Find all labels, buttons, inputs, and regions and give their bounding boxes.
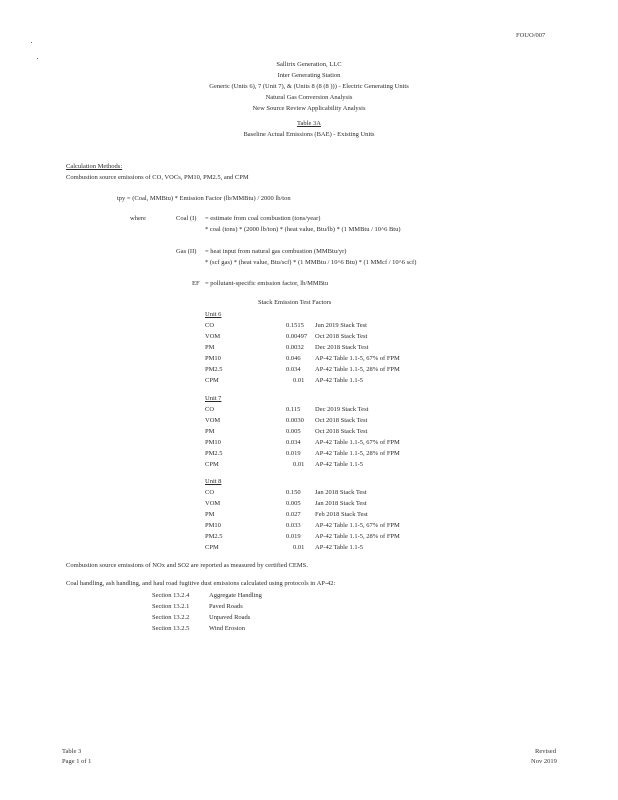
unit-7-pollutant: VOM: [205, 417, 221, 424]
ef-definition: = pollutant-specific emission factor, lb/MMBtu: [205, 280, 329, 287]
unit-6-source: AP-42 Table 1.1-5: [315, 377, 363, 384]
unit-6-ef: 0.034: [286, 366, 301, 373]
unit-8-ef: 0.005: [286, 500, 301, 507]
unit-6-source: AP-42 Table 1.1-5, 67% of FPM: [315, 355, 400, 362]
unit-8-ef: 0.019: [286, 533, 301, 540]
unit-6-ef: 0.1515: [286, 322, 304, 329]
unit-8-source: AP-42 Table 1.1-5, 67% of FPM: [315, 522, 400, 529]
coal-definition-1: = estimate from coal combustion (tons/year): [205, 215, 321, 222]
unit-7-pollutant: CPM: [205, 461, 219, 468]
nox-so2-note: Combustion source emissions of NOx and SO2 are reported as measured by certified CEMS.: [66, 562, 308, 569]
unit-6-pollutant: PM2.5: [205, 366, 223, 373]
unit-8-pollutant: VOM: [205, 500, 221, 507]
unit-8-source: AP-42 Table 1.1-5, 28% of FPM: [315, 533, 400, 540]
where-label: where: [130, 215, 146, 222]
unit-7-ef: 0.034: [286, 439, 301, 446]
unit-7-source: AP-42 Table 1.1-5: [315, 461, 363, 468]
ap42-section: Section 13.2.1: [152, 603, 190, 610]
unit-6-heading: Unit 6: [205, 311, 222, 318]
unit-7-pollutant: CO: [205, 406, 215, 413]
unit-7-heading: Unit 7: [205, 395, 222, 402]
unit-6-ef: 0.046: [286, 355, 301, 362]
unit-6-ef: 0.00497: [286, 333, 308, 340]
unit-8-ef: 0.150: [286, 489, 301, 496]
unit-6-source: Jun 2019 Stack Test: [315, 322, 367, 329]
unit-7-ef: 0.01: [293, 461, 305, 468]
unit-7-source: Dec 2019 Stack Test: [315, 406, 369, 413]
unit-8-pollutant: PM: [205, 511, 215, 518]
gas-definition-1: = heat input from natural gas combustion (MMBtu/yr): [205, 248, 347, 255]
calc-heading: Calculation Methods:: [66, 163, 123, 170]
unit-6-source: Oct 2018 Stack Test: [315, 333, 368, 340]
unit-7-pollutant: PM10: [205, 439, 221, 446]
footer-page: Page 1 of 1: [62, 758, 92, 765]
unit-8-pollutant: CO: [205, 489, 215, 496]
unit-7-source: AP-42 Table 1.1-5, 28% of FPM: [315, 450, 400, 457]
footer-revised: Revised: [535, 748, 556, 755]
title-line-4: Natural Gas Conversion Analysis: [265, 94, 353, 101]
unit-8-source: Feb 2018 Stack Test: [315, 511, 368, 518]
unit-6-source: Dec 2018 Stack Test: [315, 344, 369, 351]
factors-heading: Stack Emission Test Factors: [258, 299, 332, 306]
unit-7-ef: 0.005: [286, 428, 301, 435]
unit-7-ef: 0.115: [286, 406, 301, 413]
unit-6-ef: 0.01: [293, 377, 305, 384]
main-equation: tpy = (Coal, MMBtu) * Emission Factor (lb/MMBtu) / 2000 lb/ton: [117, 195, 291, 202]
ap42-section-name: Paved Roads: [209, 603, 243, 610]
unit-8-ef: 0.027: [286, 511, 301, 518]
scan-speck: [31, 42, 32, 43]
unit-8-heading: Unit 8: [205, 478, 222, 485]
unit-8-pollutant: PM2.5: [205, 533, 223, 540]
ap42-section-name: Unpaved Roads: [209, 614, 251, 621]
unit-7-source: AP-42 Table 1.1-5, 67% of FPM: [315, 439, 400, 446]
unit-7-ef: 0.019: [286, 450, 301, 457]
ap42-section: Section 13.2.4: [152, 592, 190, 599]
unit-6-pollutant: PM10: [205, 355, 221, 362]
unit-7-pollutant: PM: [205, 428, 215, 435]
unit-8-pollutant: CPM: [205, 544, 219, 551]
unit-8-ef: 0.01: [293, 544, 305, 551]
calc-intro: Combustion source emissions of CO, VOCs, PM10, PM2.5, and CPM: [66, 174, 249, 181]
ap42-section: Section 13.2.2: [152, 614, 190, 621]
unit-6-pollutant: CO: [205, 322, 215, 329]
unit-7-ef: 0.0030: [286, 417, 304, 424]
ap42-section-name: Wind Erosion: [209, 625, 246, 632]
unit-6-ef: 0.0032: [286, 344, 304, 351]
unit-8-source: AP-42 Table 1.1-5: [315, 544, 363, 551]
table-title: Baseline Actual Emissions (BAE) - Existing Units: [243, 131, 375, 138]
coal-definition-2: * coal (tons) * (2000 lb/ton) * (heat value, Btu/lb) * (1 MMBtu / 10^6 Btu): [205, 226, 401, 233]
ap42-section-name: Aggregate Handling: [209, 592, 262, 599]
coal-handling-note: Coal handling, ash handling, and haul road fugitive dust emissions calculated using protocols in AP-42:: [66, 580, 336, 587]
unit-7-source: Oct 2018 Stack Test: [315, 428, 368, 435]
unit-6-source: AP-42 Table 1.1-5, 28% of FPM: [315, 366, 400, 373]
unit-6-pollutant: VOM: [205, 333, 221, 340]
title-line-1: Sallirix Generation, LLC: [276, 61, 342, 68]
title-line-5: New Source Review Applicability Analysis: [252, 105, 366, 112]
document-id: FOUO/007: [516, 32, 546, 39]
scan-speck: [37, 58, 38, 59]
title-line-3: Generic (Units 6), 7 (Unit 7), & (Units 8 (8 (8 ))) - Electric Generating Units: [209, 83, 409, 90]
unit-8-pollutant: PM10: [205, 522, 221, 529]
gas-definition-2: * (scf gas) * (heat value, Btu/scf) * (1 MMBtu / 10^6 Btu) * (1 MMcf / 10^6 scf): [205, 259, 417, 266]
table-number: Table 3A: [297, 120, 321, 127]
ap42-section: Section 13.2.5: [152, 625, 190, 632]
ef-label: EF: [192, 280, 200, 287]
unit-8-source: Jan 2018 Stack Test: [315, 489, 367, 496]
title-line-2: Inter Generating Station: [277, 72, 341, 79]
unit-7-pollutant: PM2.5: [205, 450, 223, 457]
gas-label: Gas (II): [176, 248, 197, 255]
unit-8-source: Jan 2018 Stack Test: [315, 500, 367, 507]
unit-6-pollutant: PM: [205, 344, 215, 351]
footer-table: Table 3: [62, 748, 82, 755]
footer-date: Nov 2019: [531, 758, 557, 765]
unit-6-pollutant: CPM: [205, 377, 219, 384]
unit-8-ef: 0.033: [286, 522, 301, 529]
coal-label: Coal (I): [176, 215, 197, 222]
unit-7-source: Oct 2018 Stack Test: [315, 417, 368, 424]
